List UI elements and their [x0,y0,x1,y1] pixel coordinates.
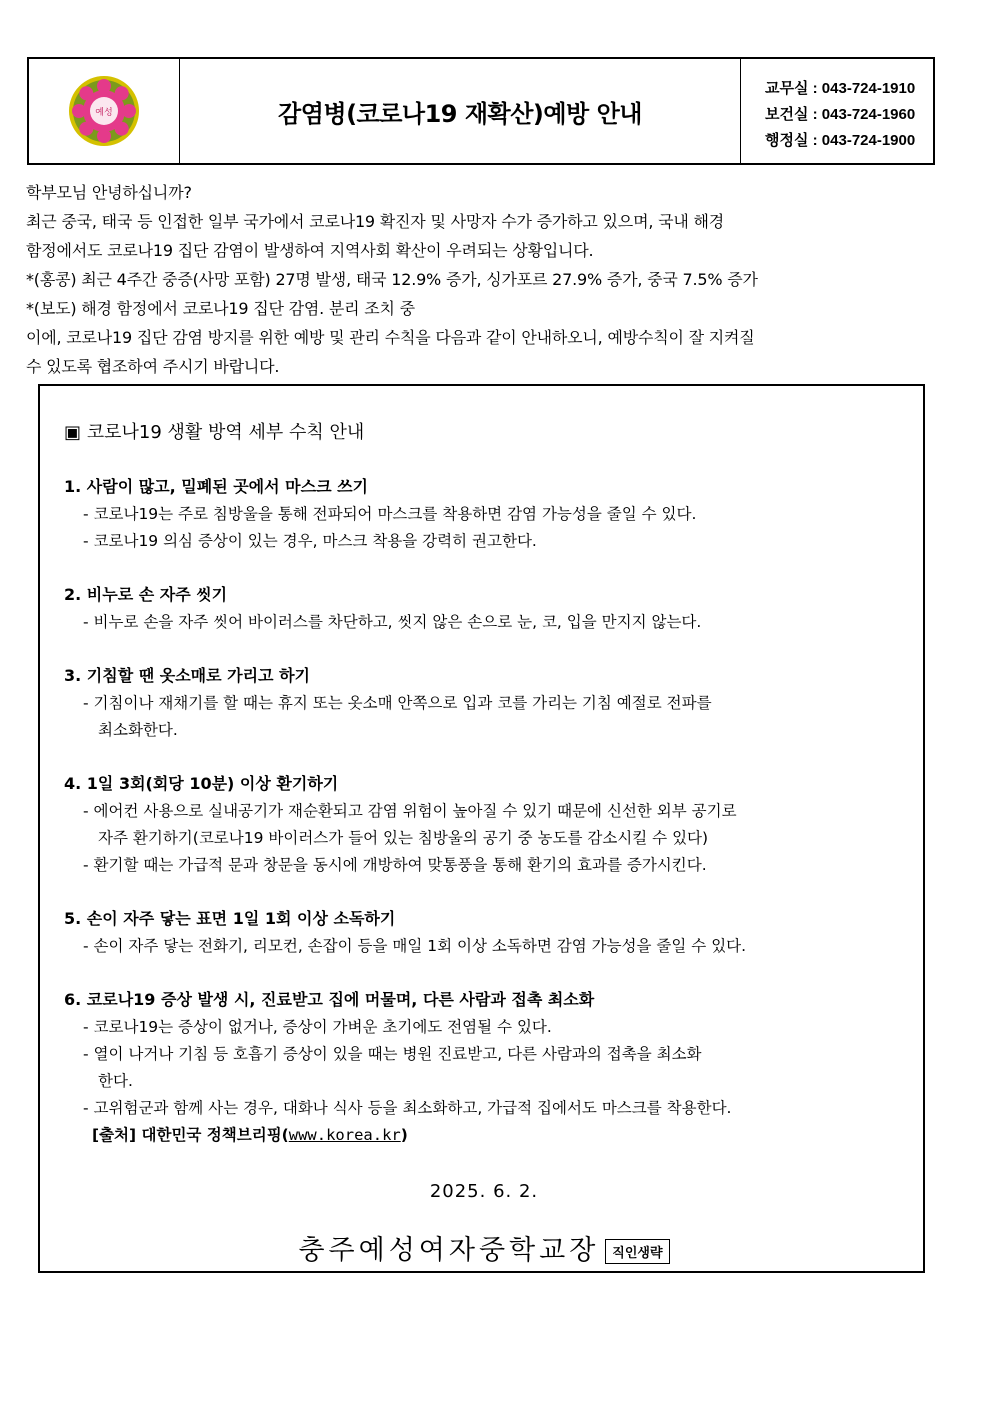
rule-heading: 2. 비누로 손 자주 씻기 [64,585,228,604]
rules-box [38,384,925,1273]
rule-heading: 3. 기침할 땐 옷소매로 가리고 하기 [64,666,310,685]
svg-text:예성: 예성 [95,108,113,118]
rule-heading: 4. 1일 3회(회당 10분) 이상 환기하기 [64,774,339,793]
intro-note: *(홍콩) 최근 4주간 중증(사망 포함) 27명 발생, 태국 12.9% 증가, 싱가포르 27.9% 증가, 중국 7.5% 증가 [26,270,758,289]
rule-section [64,473,904,555]
intro-section [26,178,946,381]
principal-signature: 충주예성여자중학교장 [298,1235,600,1266]
rule-section [64,770,904,879]
page-title: 감염병(코로나19 재확산)예방 안내 [278,99,642,128]
rule-bullet: - 코로나19는 주로 침방울을 통해 전파되어 마스크를 착용하면 감염 가능성을 줄일 수 있다. [83,505,697,523]
intro-note: *(보도) 해경 함정에서 코로나19 집단 감염. 분리 조치 중 [26,299,415,318]
stamp-omitted-badge: 직인생략 [605,1239,669,1264]
contact-line: 행정실 : 043-724-1900 [765,132,916,149]
rule-bullet: - 환기할 때는 가급적 문과 창문을 동시에 개방하여 맞통풍을 통해 환기의 효과를 증가시킨다. [83,856,707,874]
source-link[interactable]: www.korea.kr [288,1126,401,1144]
rule-section [64,986,904,1122]
rule-bullet-continuation: 최소화한다. [98,721,178,739]
contact-line: 교무실 : 043-724-1910 [765,80,916,97]
intro-paragraph-line: 이에, 코로나19 집단 감염 방지를 위한 예방 및 관리 수칙을 다음과 같이 안내하오니, 예방수칙이 잘 지켜질 [26,328,755,347]
rule-bullet-continuation: 자주 환기하기(코로나19 바이러스가 들어 있는 침방울의 공기 중 농도를 감소시킬 수 있다) [98,829,709,847]
intro-paragraph-line: 최근 중국, 태국 등 인접한 일부 국가에서 코로나19 확진자 및 사망자 수가 증가하고 있으며, 국내 해경 [26,212,725,231]
rule-section [64,905,904,960]
source-label: [출처] 대한민국 정책브리핑( [92,1126,289,1144]
rules-title: ▣ 코로나19 생활 방역 세부 수칙 안내 [64,422,365,443]
rule-bullet: - 비누로 손을 자주 씻어 바이러스를 차단하고, 씻지 않은 손으로 눈, 코, 입을 만지지 않는다. [83,613,702,631]
signature-line [64,1228,904,1267]
rule-section [64,662,904,744]
rule-section [64,581,904,636]
rule-heading: 5. 손이 자주 닿는 표면 1일 1회 이상 소독하기 [64,909,396,928]
school-logo [29,59,180,163]
rule-heading: 1. 사람이 많고, 밀폐된 곳에서 마스크 쓰기 [64,477,369,496]
rule-heading: 6. 코로나19 증상 발생 시, 진료받고 집에 머물며, 다른 사람과 접촉 최소화 [64,990,595,1009]
rule-bullet: - 고위험군과 함께 사는 경우, 대화나 식사 등을 최소화하고, 가급적 집에서도 마스크를 착용한다. [83,1099,732,1117]
rule-bullet: - 코로나19 의심 증상이 있는 경우, 마스크 착용을 강력히 권고한다. [83,532,537,550]
intro-paragraph-line: 함정에서도 코로나19 집단 감염이 발생하여 지역사회 확산이 우려되는 상황입니다. [26,241,594,260]
document-header [27,57,935,165]
rule-bullet: - 기침이나 재채기를 할 때는 휴지 또는 옷소매 안쪽으로 입과 코를 가리는 기침 예절로 전파를 [83,694,712,712]
source-citation [64,1122,904,1149]
contact-line: 보건실 : 043-724-1960 [765,106,916,123]
rule-bullet: - 열이 나거나 기침 등 호흡기 증상이 있을 때는 병원 진료받고, 다른 사람과의 접촉을 최소화 [83,1045,702,1063]
intro-paragraph-line: 수 있도록 협조하여 주시기 바랍니다. [26,357,280,376]
issue-date: 2025. 6. 2. [429,1181,539,1202]
rule-bullet: - 코로나19는 증상이 없거나, 증상이 가벼운 초기에도 전염될 수 있다. [83,1018,552,1036]
contact-list [740,59,933,163]
source-close: ) [400,1126,408,1144]
greeting: 학부모님 안녕하십니까? [26,183,192,202]
school-emblem-icon [68,75,140,147]
rule-bullet: - 손이 자주 닿는 전화기, 리모컨, 손잡이 등을 매일 1회 이상 소독하면 감염 가능성을 줄일 수 있다. [83,937,747,955]
rule-bullet-continuation: 한다. [98,1072,133,1090]
rule-bullet: - 에어컨 사용으로 실내공기가 재순환되고 감염 위험이 높아질 수 있기 때문에 신선한 외부 공기로 [83,802,737,820]
